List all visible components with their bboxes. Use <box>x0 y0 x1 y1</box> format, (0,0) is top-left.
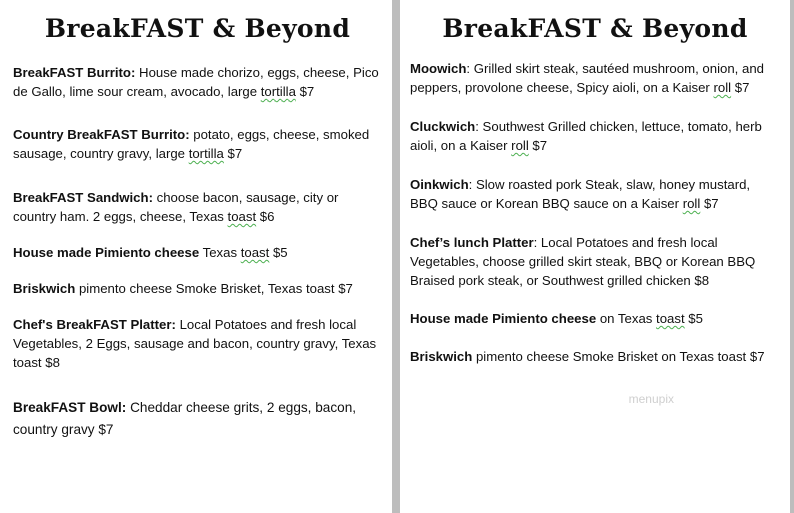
item-spellcheck-word: tortilla <box>260 84 296 99</box>
menu-item <box>13 125 382 163</box>
item-spellcheck-word: roll <box>713 80 732 95</box>
item-desc: Local Potatoes and fresh local Vegetables, 2 Eggs, sausage and bacon, country gravy, Texas toast $8 <box>13 317 377 370</box>
item-desc: pimento cheese Smoke Brisket on Texas toast $7 <box>472 349 765 364</box>
menu-item <box>13 397 382 441</box>
menu-item <box>13 279 382 298</box>
item-desc: : Grilled skirt steak, sautéed mushroom, onion, and peppers, provolone cheese, Spicy aioli, on a Kaiser <box>410 61 765 95</box>
item-name: BreakFAST Burrito: <box>13 65 136 80</box>
item-price: $5 <box>684 311 703 326</box>
item-desc: : Slow roasted pork Steak, slaw, honey mustard, BBQ sauce or Korean BBQ sauce on a Kaiser <box>410 177 751 211</box>
menu-item <box>410 59 780 97</box>
item-price: $7 <box>731 80 750 95</box>
item-name: House made Pimiento cheese <box>13 245 200 260</box>
item-price: $7 <box>528 138 548 153</box>
item-name: BreakFAST Sandwich: <box>13 190 153 205</box>
menu-item <box>13 63 382 101</box>
item-spellcheck-word: roll <box>511 138 529 153</box>
item-desc: Texas <box>199 245 241 260</box>
item-desc: : Local Potatoes and fresh local Vegetables, choose grilled skirt steak, BBQ or Korean BBQ Braised pork steak, or Southwest grilled chicken $8 <box>410 235 756 288</box>
item-name: Cluckwich <box>410 119 476 134</box>
item-desc: potato, eggs, cheese, smoked sausage, country gravy, large <box>13 127 370 161</box>
menu-item <box>410 175 780 213</box>
item-spellcheck-word: tortilla <box>188 146 224 161</box>
menu-item <box>13 188 382 226</box>
item-name: House made Pimiento cheese <box>410 311 597 326</box>
item-desc: House made chorizo, eggs, cheese, Pico de Gallo, lime sour cream, avocado, large <box>13 65 379 99</box>
item-price: $7 <box>700 196 719 211</box>
menu-item <box>410 117 780 155</box>
menu-page-left <box>0 0 392 513</box>
item-name: Chef’s lunch Platter <box>410 235 534 250</box>
item-desc: pimento cheese Smoke Brisket, Texas toast $7 <box>75 281 353 296</box>
item-spellcheck-word: toast <box>227 209 257 224</box>
watermark: menupix <box>628 392 674 406</box>
item-name: Oinkwich <box>410 177 469 192</box>
menu-item <box>410 347 780 366</box>
menu-item <box>13 243 382 262</box>
menu-item <box>410 309 780 328</box>
item-name: Moowich <box>410 61 467 76</box>
item-price: $7 <box>295 84 315 99</box>
item-name: Briskwich <box>410 349 473 364</box>
item-spellcheck-word: toast <box>656 311 685 326</box>
item-desc: choose bacon, sausage, city or country ham. 2 eggs, cheese, Texas <box>13 190 339 224</box>
item-spellcheck-word: roll <box>682 196 701 211</box>
item-name: Briskwich <box>13 281 76 296</box>
item-price: $7 <box>223 146 243 161</box>
item-desc: on Texas <box>596 311 657 326</box>
item-name: BreakFAST Bowl: <box>13 400 127 415</box>
menu-title-right: BreakFAST & Beyond <box>442 14 748 43</box>
item-name: Chef's BreakFAST Platter: <box>13 317 176 332</box>
item-desc: Cheddar cheese grits, 2 eggs, bacon, country gravy $7 <box>13 400 357 437</box>
item-price: $6 <box>256 209 275 224</box>
item-name: Country BreakFAST Burrito: <box>13 127 190 142</box>
menu-item <box>410 233 780 290</box>
item-desc: : Southwest Grilled chicken, lettuce, tomato, herb aioli, on a Kaiser <box>410 119 762 153</box>
menu-page-right <box>400 0 790 513</box>
menu-title-left: BreakFAST & Beyond <box>44 14 351 43</box>
item-spellcheck-word: toast <box>240 245 270 260</box>
item-price: $5 <box>269 245 288 260</box>
menu-item <box>13 315 382 372</box>
